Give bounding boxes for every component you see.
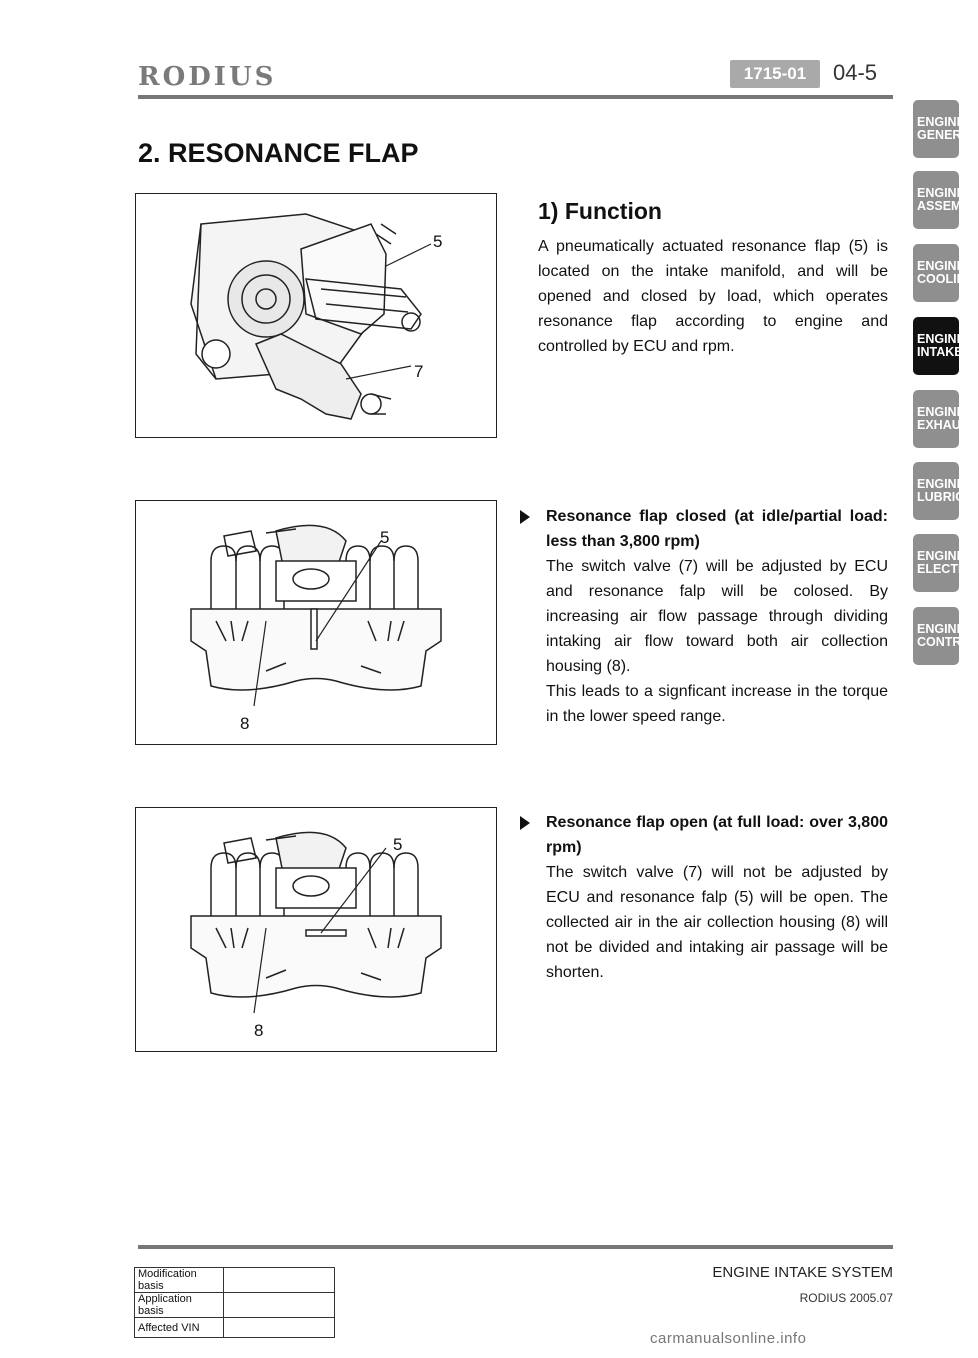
chapter-tabs (913, 0, 978, 1358)
table-label: Affected VIN (135, 1318, 224, 1338)
figure-callout: 8 (240, 714, 250, 733)
tab-line-2: COOLING (917, 272, 976, 286)
closed-text-2: This leads to a signficant increase in the torque in the lower speed range. (546, 683, 888, 725)
tab-engine-general[interactable] (913, 100, 971, 158)
tab-line-1: ENGINE (917, 115, 965, 129)
closed-section (520, 504, 888, 729)
tab-engine-control[interactable] (913, 607, 972, 665)
table-row (135, 1318, 335, 1338)
open-section (520, 810, 888, 985)
tab-line-1: ENGINE (917, 405, 965, 419)
table-value (224, 1293, 335, 1318)
tab-line-2: ASSEMBL (917, 199, 978, 213)
footer-model-date: RODIUS 2005.07 (799, 1291, 893, 1305)
table-value (224, 1268, 335, 1293)
figure-callout: 5 (433, 232, 443, 251)
function-heading: 1) Function (538, 198, 662, 224)
tab-engine-exhaust[interactable] (913, 390, 977, 448)
page-title: 2. RESONANCE FLAP (138, 138, 419, 168)
tab-engine-assembly[interactable] (913, 171, 978, 229)
figure-callout: 7 (414, 362, 424, 381)
tab-line-2: INTAKE (917, 345, 963, 359)
tab-line-1: ENGINE (917, 622, 965, 636)
footer-divider (138, 1245, 893, 1249)
bullet-arrow-icon (520, 816, 530, 830)
figure-callout: 8 (254, 1021, 264, 1040)
tab-engine-electrical[interactable] (913, 534, 971, 592)
table-row (135, 1268, 335, 1293)
table-value (224, 1318, 335, 1338)
tab-line-2: ELECTRI (917, 562, 971, 576)
figure-flap-open (135, 807, 497, 1052)
function-text: A pneumatically actuated resonance flap (5) is located on the intake manifold, and will be opened and closed by load, which operates resonance flap according to engine and controlled by ECU and rpm. (538, 238, 888, 355)
tab-line-1: ENGINE (917, 186, 965, 200)
tab-line-2: GENERA (917, 128, 971, 142)
figure-callout: 5 (380, 528, 390, 547)
footer-system-title: ENGINE INTAKE SYSTEM (712, 1264, 893, 1281)
closed-heading: Resonance flap closed (at idle/partial load: less than 3,800 rpm) (546, 508, 888, 550)
brand-logo: RODIUS (138, 62, 277, 92)
resonance-flap-illustration (136, 194, 496, 437)
table-label: Modification basis (135, 1268, 224, 1293)
closed-text: The switch valve (7) will be adjusted by ECU and resonance falp will be colosed. By increasing air flow passage through dividing intaking air flow toward both air collection housing (8). (546, 558, 888, 675)
table-row (135, 1293, 335, 1318)
tab-engine-lubrication[interactable] (913, 462, 974, 520)
figure-callout: 5 (393, 835, 403, 854)
flap-closed-illustration (136, 501, 496, 744)
tab-line-1: ENGINE (917, 259, 965, 273)
tab-line-2: CONTRO (917, 635, 972, 649)
watermark-link[interactable]: carmanualsonline.info (650, 1330, 807, 1347)
tab-engine-cooling[interactable] (913, 244, 976, 302)
header-divider (138, 95, 893, 99)
tab-line-1: ENGINE (917, 332, 965, 346)
section-code-badge: 1715-01 (730, 60, 820, 88)
flap-open-illustration (136, 808, 496, 1051)
tab-line-2: EXHAUST (917, 418, 977, 432)
bullet-arrow-icon (520, 510, 530, 524)
tab-line-1: ENGINE (917, 477, 965, 491)
modification-table (134, 1267, 335, 1338)
figure-resonance-flap-assembly (135, 193, 497, 438)
tab-line-1: ENGINE (917, 549, 965, 563)
figure-flap-closed (135, 500, 497, 745)
page-number: 04-5 (833, 60, 878, 85)
table-label: Application basis (135, 1293, 224, 1318)
tab-line-2: LUBRICA (917, 490, 974, 504)
open-text: The switch valve (7) will not be adjusted by ECU and resonance falp (5) will be open. The collected air in the air collection housing (8) will not be divided and intaking air passage will be shorten. (546, 864, 888, 981)
open-heading: Resonance flap open (at full load: over 3,800 rpm) (546, 814, 888, 856)
tab-engine-intake[interactable] (913, 317, 965, 375)
